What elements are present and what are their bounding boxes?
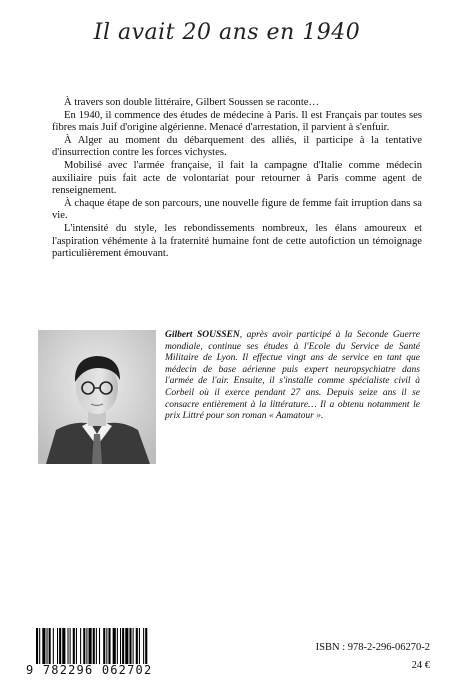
back-cover-blurb <box>52 97 422 261</box>
barcode-bar <box>62 628 65 664</box>
barcode-bar <box>83 628 85 664</box>
barcode-bar <box>120 628 121 664</box>
barcode-bar <box>99 628 100 664</box>
blurb-paragraph: À travers son double littéraire, Gilbert Soussen se raconte… <box>64 97 320 108</box>
book-title: Il avait 20 ans en 1940 <box>93 20 361 45</box>
barcode-bar <box>86 628 87 664</box>
barcode-bar <box>57 628 58 664</box>
barcode-bar <box>122 628 124 664</box>
author-portrait-image <box>38 330 156 464</box>
barcode-bar <box>145 628 147 664</box>
barcode-bar <box>70 628 71 664</box>
barcode-bar <box>106 628 107 664</box>
barcode-bar <box>76 628 77 664</box>
barcode-bar <box>73 628 75 664</box>
barcode-digits: 9 782296 062702 <box>26 663 153 677</box>
barcode-bar <box>93 628 95 664</box>
author-name: Gilbert SOUSSEN <box>165 330 240 340</box>
isbn-label: ISBN : 978-2-296-06270-2 <box>315 642 430 653</box>
barcode-bar <box>113 628 116 664</box>
barcode-bar <box>133 628 134 664</box>
barcode-bar <box>59 628 61 664</box>
barcode-bar <box>96 628 97 664</box>
barcode-bar <box>129 628 131 664</box>
blurb-paragraph: L'intensité du style, les rebondissements nombreux, les élans amoureux et l'aspiration véhémente à la fraternité humaine font de cette autofiction un témoignage particulièrement émouvant. <box>52 222 422 260</box>
price-label: 24 € <box>411 660 430 671</box>
blurb-paragraph: À Alger au moment du débarquement des alliés, il participe à la tentative d'insurrection contre les forces vichystes. <box>52 134 422 159</box>
barcode-bar <box>136 628 138 664</box>
author-photo <box>38 330 156 464</box>
barcode-bar <box>108 628 110 664</box>
blurb-paragraph: Mobilisé avec l'armée française, il fait la campagne d'Italie comme médecin auxiliaire puis fait acte de volontariat pour retourner à Paris comme agent de renseignement. <box>52 159 422 197</box>
barcode-bar <box>36 628 38 664</box>
barcode-bar <box>68 628 69 664</box>
author-bio <box>165 330 420 423</box>
barcode-bar <box>53 628 54 664</box>
barcode-bar <box>47 628 48 664</box>
barcode-bar <box>143 628 144 664</box>
author-bio-text: , après avoir participé à la Seconde Guerre mondiale, continue ses études à l'Ecole du Service de Santé Militaire de Lyon. Il effectue vingt ans de service en tant que médecin de base aérienne puis expert neuropsychiatre dans l'armée de l'air. Ensuite, il s'installe comme spécialiste civil à Corbeil où il exerce pendant 27 ans. Depuis seize ans il se consacre entièrement à la littérature… Il a obtenu notamment le prix Littré pour son roman « Aamatour ». <box>165 330 420 422</box>
barcode-bar <box>117 628 118 664</box>
blurb-paragraph: En 1940, il commence des études de médecine à Paris. Il est Français par toutes ses fibres mais Juif d'origine algérienne. Menacé d'arrestation, il parvient à s'enfuir. <box>52 109 422 134</box>
blurb-paragraph: À chaque étape de son parcours, une nouvelle figure de femme fait irruption dans sa vie. <box>52 197 422 222</box>
barcode-bar <box>80 628 81 664</box>
barcode-bar <box>125 628 128 664</box>
barcode-bar <box>42 628 45 664</box>
barcode-bar <box>89 628 92 664</box>
barcode-bar <box>39 628 40 664</box>
barcode-bar <box>49 628 51 664</box>
barcode-bar <box>103 628 105 664</box>
barcode-bars <box>26 628 184 664</box>
barcode-bar <box>139 628 140 664</box>
